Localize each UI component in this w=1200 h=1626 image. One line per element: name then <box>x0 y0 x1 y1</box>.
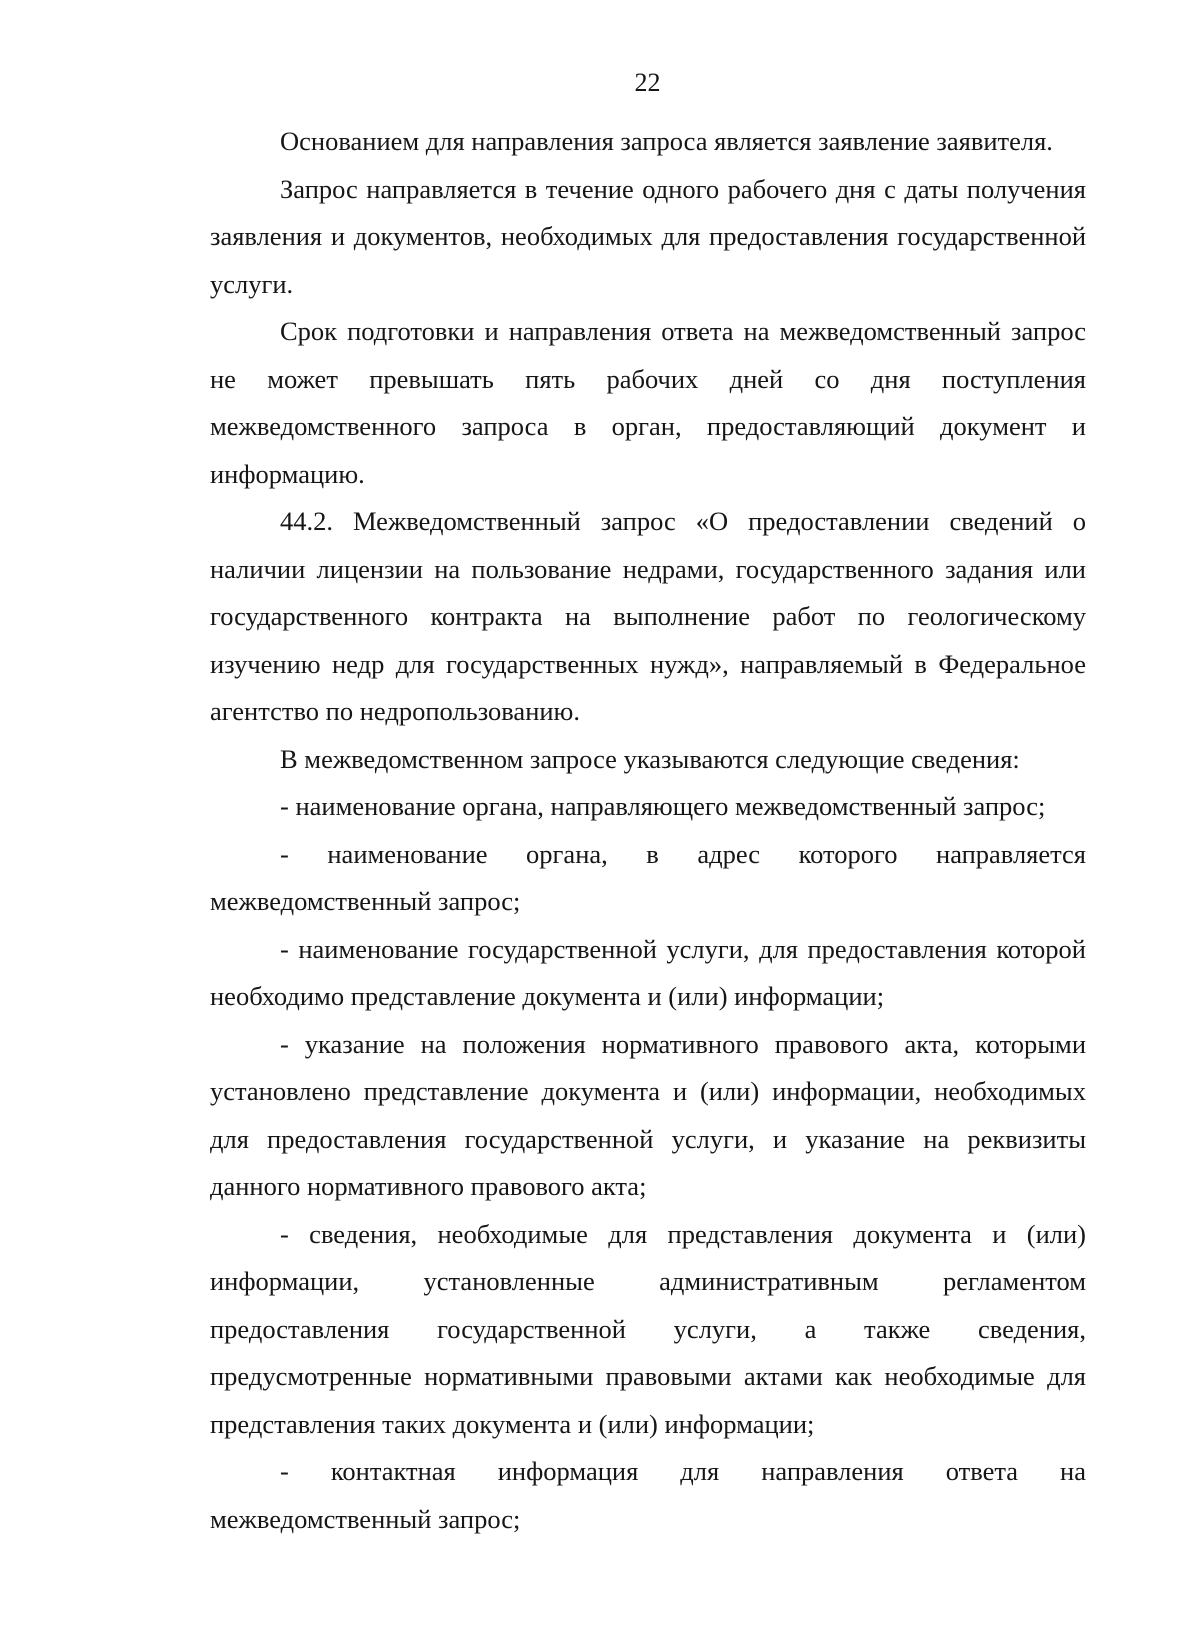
paragraph-request-contents-intro: В межведомственном запросе указываются следующие сведения: <box>280 743 1020 774</box>
page-number: 22 <box>634 68 661 97</box>
list-item-legal-act-reference: - указание на положения нормативного правового акта, которыми установлено представление документа и (или) информации, необходимых для предоставления государственной услуги, и указание на реквизиты данного нормативного правового акта; <box>210 1028 1086 1201</box>
list-item-service-name: - наименование государственной услуги, для предоставления которой необходимо представление документа и (или) информации; <box>210 933 1086 1011</box>
list-item-requesting-body: - наименование органа, направляющего межведомственный запрос; <box>280 791 1046 821</box>
paragraph-response-deadline: Срок подготовки и направления ответа на межведомственный запрос не может превышать пять рабочих дней со дня поступления межведомственного запроса в орган, предоставляющий документ и информацию. <box>210 316 1086 489</box>
paragraph-request-timing: Запрос направляется в течение одного рабочего дня с даты получения заявления и документов, необходимых для предоставления государственной услуги. <box>210 173 1086 299</box>
paragraph-section-44-2: 44.2. Межведомственный запрос «О предоставлении сведений о наличии лицензии на пользование недрами, государственного задания или государственного контракта на выполнение работ по геологическому изучению недр для государственных нужд», направляемый в Федеральное агентство по недропользованию. <box>210 506 1086 726</box>
list-item-required-information: - сведения, необходимые для представления документа и (или) информации, установленные административным регламентом предоставления государственной услуги, а также сведения, предусмотренные нормативными правовыми актами как необходимые для представления таких документа и (или) информации; <box>210 1218 1086 1439</box>
paragraph-basis: Основанием для направления запроса является заявление заявителя. <box>280 126 1053 156</box>
document-body <box>210 118 1086 1543</box>
list-item-receiving-body: - наименование органа, в адрес которого направляется межведомственный запрос; <box>210 838 1086 916</box>
list-item-contact-information: - контактная информация для направления ответа на межведомственный запрос; <box>210 1456 1086 1534</box>
